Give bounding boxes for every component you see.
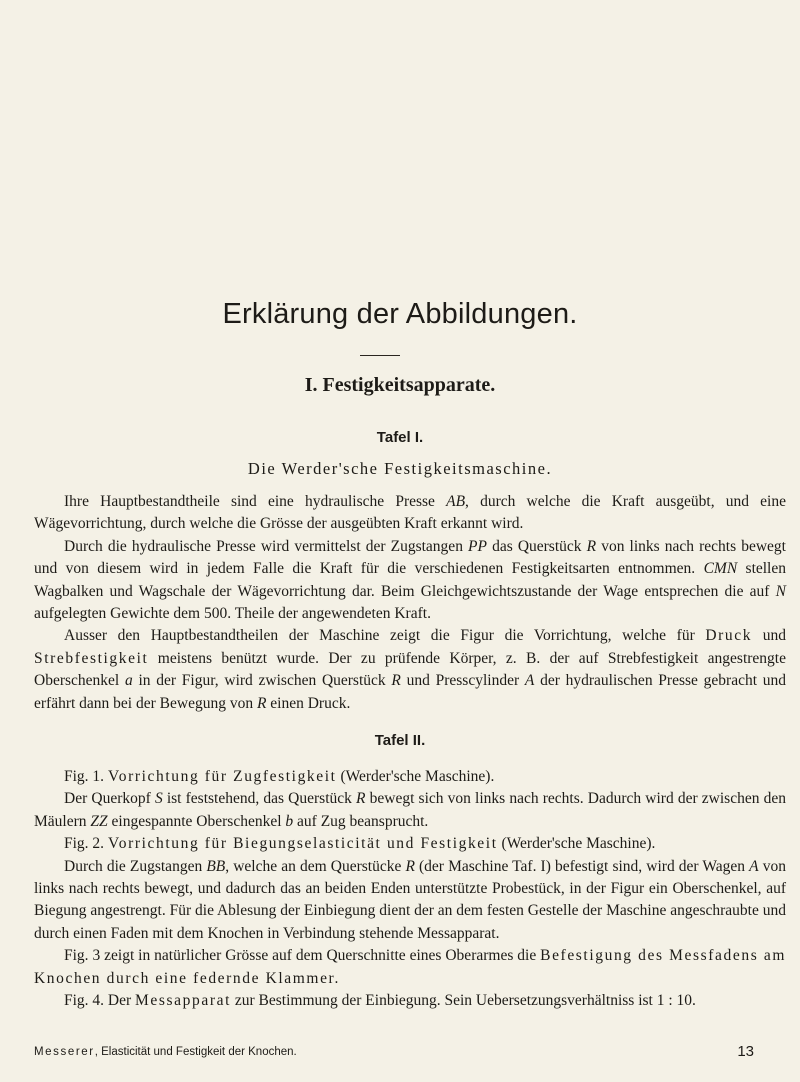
title-divider: [360, 355, 400, 356]
figure-caption: Fig. 3 zeigt in natürlicher Grösse auf dem Querschnitte eines Oberarmes die Befestigung des Messfadens am Knochen durch eine federnde Klammer.: [34, 947, 786, 987]
paragraph: Durch die hydraulische Presse wird vermittelst der Zugstangen PP das Querstück R von links nach rechts bewegt und von diesem wird in jedem Falle die Kraft für die verschiedenen Festigkeitsarten entnommen. CMN stellen Wagbalken und Wagschale der Wägevorrichtung dar. Beim Gleichgewichtszustande der Wage entsprechen die auf N aufgelegten Gewichte dem 500. Theile der angewendeten Kraft.: [34, 537, 786, 623]
figure-caption: Fig. 1. Vorrichtung für Zugfestigkeit (Werder'sche Maschine).: [64, 768, 495, 785]
paragraph: Durch die Zugstangen BB, welche an dem Querstücke R (der Maschine Taf. I) befestigt sind, wird der Wagen A von links nach rechts bewegt, und dadurch das an beiden Enden unterstützte Probestück, in der Figur ein Oberschenkel, auf Biegung angestrengt. Für die Ablesung der Einbiegung dient der an dem festen Gestelle der Maschine angeschraubte und durch einen Faden mit dem Knochen in Verbindung stehende Messapparat.: [34, 857, 786, 942]
paragraph: Ausser den Hauptbestandtheilen der Maschine zeigt die Figur die Vorrichtung, welche für Druck und Strebfestigkeit meistens benützt wurde. Der zu prüfende Körper, z. B. der auf Strebfestigkeit angestrengte Oberschenkel a in der Figur, wird zwischen Querstück R und Presscylinder A der hydraulischen Presse gebracht und erfährt dann bei der Bewegung von R einen Druck.: [34, 627, 787, 712]
figure-caption: Fig. 2. Vorrichtung für Biegungselasticität und Festigkeit (Werder'sche Maschine).: [64, 835, 656, 853]
paragraph: Der Querkopf S ist feststehend, das Querstück R bewegt sich von links nach rechts. Dadurch wird der zwischen den Mäulern ZZ eingespannte Oberschenkel b auf Zug beansprucht.: [34, 790, 786, 830]
page-number: 13: [737, 1043, 754, 1060]
figure-caption: Fig. 4. Der Messapparat zur Bestimmung der Einbiegung. Sein Uebersetzungsverhältniss ist 1 : 10.: [64, 992, 696, 1010]
page-footer: [34, 1043, 754, 1060]
tafel-1-heading: Tafel I.: [376, 429, 424, 446]
tafel-1-subtitle: Die Werder'sche Festigkeitsmaschine.: [247, 459, 553, 478]
paragraph: Ihre Hauptbestandtheile sind eine hydraulische Presse AB, durch welche die Kraft ausgeübt, und eine Wägevorrichtung, durch welche die Grösse der ausgeübten Kraft erkannt wird.: [34, 493, 786, 533]
tafel-1-text: [34, 491, 786, 715]
footer-source: , Elasticität und Festigkeit der Knochen.: [94, 1046, 297, 1058]
section-title: I. Festigkeitsapparate.: [304, 374, 496, 396]
footer-author: Messerer: [34, 1046, 95, 1058]
tafel-2-text: [34, 766, 786, 1012]
tafel-2-heading: Tafel II.: [374, 732, 426, 749]
main-title: Erklärung der Abbildungen.: [222, 298, 578, 330]
